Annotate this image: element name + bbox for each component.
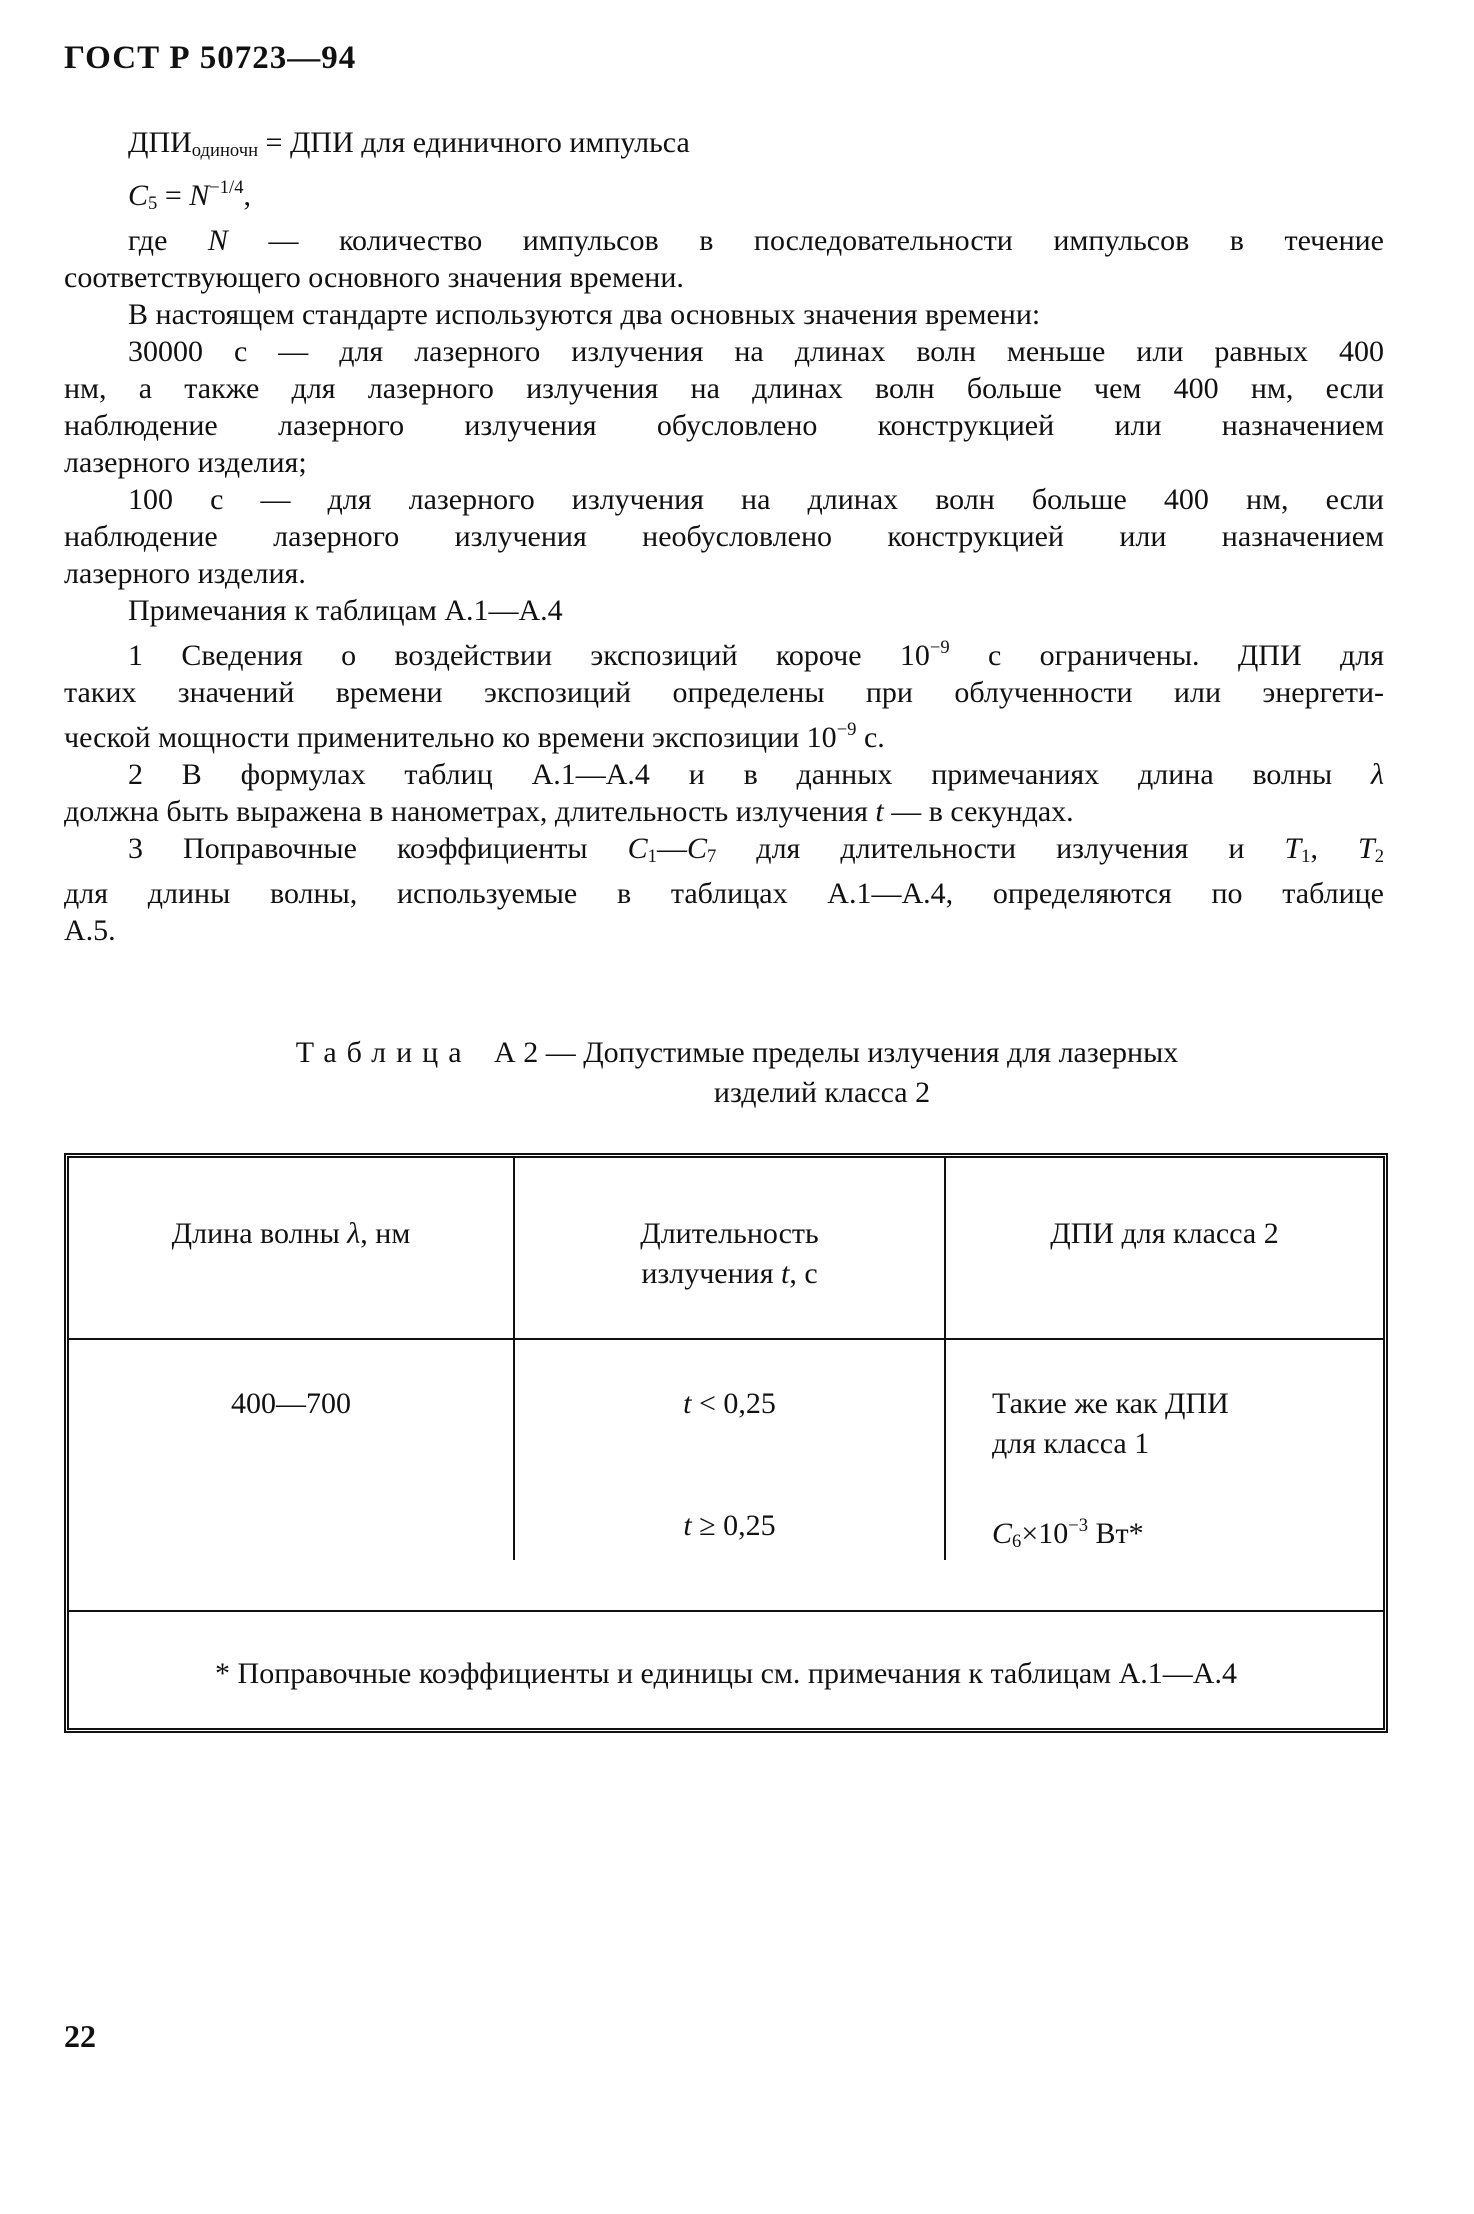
table-footnote: * Поправочные коэффициенты и единицы см. примечания к таблицам А.1—А.4 bbox=[215, 1657, 1237, 1690]
cell-limit-2: $C_6\times 10^{-3}$ Вт* bbox=[992, 1515, 1144, 1552]
note2-line-1: 2 В формулах таблиц А.1—А.4 и в данных примечаниях длина волны λ bbox=[128, 758, 1384, 791]
definition-c5: $C_5 = N^{-1/4}$, bbox=[128, 177, 251, 214]
page-number: 22 bbox=[64, 2018, 96, 2054]
footnote-divider bbox=[69, 1610, 1383, 1612]
value1-line-3: наблюдение лазерного излучения обусловлено конструкцией или назначением bbox=[64, 409, 1384, 442]
note3-line-2: для длины волны, используемые в таблицах А.1—А.4, определяются по таблице bbox=[64, 877, 1384, 910]
cell-limit-1: Такие же как ДПИ для класса 1 bbox=[992, 1387, 1229, 1460]
header-duration: Длительность излучения t, с bbox=[640, 1217, 819, 1290]
value1-line-1: 30000 с — для лазерного излучения на длинах волн меньше или равных 400 bbox=[128, 335, 1384, 368]
header-divider bbox=[69, 1338, 1383, 1340]
value2-line-3: лазерного изделия. bbox=[64, 557, 306, 590]
value2-line-2: наблюдение лазерного излучения необусловлено конструкцией или назначением bbox=[64, 520, 1384, 553]
note1-line-1: 1 Сведения о воздействии экспозиций короче $10^{-9}$ с ограничены. ДПИ для bbox=[128, 637, 1384, 672]
limits-table bbox=[64, 1153, 1388, 1733]
intro-text bbox=[64, 124, 1384, 949]
document-code: ГОСТ Р 50723—94 bbox=[64, 40, 357, 76]
basic-times-line: В настоящем стандарте используются два основных значения времени: bbox=[128, 298, 1041, 331]
where-line-1: где N — количество импульсов в последовательности импульсов в течение bbox=[128, 224, 1384, 257]
note3-line-3: А.5. bbox=[64, 914, 116, 947]
notes-title: Примечания к таблицам А.1—А.4 bbox=[128, 594, 563, 627]
header-wavelength: Длина волны λ, нм bbox=[171, 1217, 411, 1250]
table-title-line-1: Таблица А 2 — Допустимые пределы излучения для лазерных bbox=[295, 1036, 1179, 1069]
table-title-line-2: изделий класса 2 bbox=[713, 1076, 931, 1109]
note1-line-3: ческой мощности применительно ко времени экспозиции $10^{-9}$ с. bbox=[64, 719, 885, 754]
note2-line-2: должна быть выражена в нанометрах, длительность излучения t — в секундах. bbox=[64, 795, 1074, 828]
note3-line-1: 3 Поправочные коэффициенты $C_1—C_7$ для длительности излучения и $T_1$, $T_2$ bbox=[128, 832, 1384, 867]
cell-duration-1: t < 0,25 bbox=[683, 1387, 776, 1420]
cell-wavelength: 400—700 bbox=[231, 1387, 351, 1420]
definition-dpi-single: $ДПИ_{одиночн}$ = ДПИ для единичного импульса bbox=[128, 126, 690, 161]
note1-line-2: таких значений времени экспозиций определены при облученности или энергети- bbox=[64, 676, 1384, 709]
value2-line-1: 100 с — для лазерного излучения на длинах волн больше 400 нм, если bbox=[128, 483, 1384, 516]
header-limit: ДПИ для класса 2 bbox=[1050, 1217, 1279, 1250]
where-line-2: соответствующего основного значения времени. bbox=[64, 261, 684, 294]
cell-duration-2: t ≥ 0,25 bbox=[683, 1509, 776, 1542]
value1-line-4: лазерного изделия; bbox=[64, 446, 307, 479]
value1-line-2: нм, а также для лазерного излучения на длинах волн больше чем 400 нм, если bbox=[64, 372, 1384, 405]
